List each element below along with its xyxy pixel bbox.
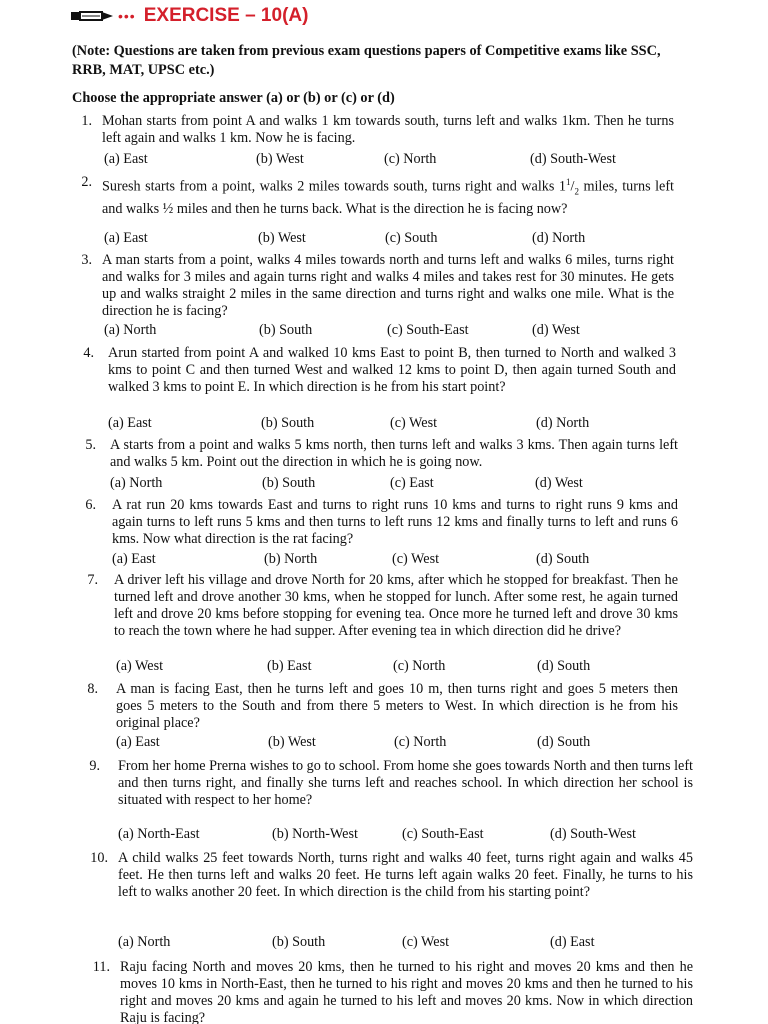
question-text: A child walks 25 feet towards North, turns right and walks 40 feet, turns right again and walks 45 feet. He then turns left and walks 20 feet. He turns left again walks 20 feet. Finally, he turns to his left to walks another 20 feet. In which direction is the child from his starting point?	[118, 850, 693, 900]
question-8	[78, 681, 688, 733]
exercise-title: EXERCISE – 10(A)	[143, 5, 309, 26]
option-b: (b) East	[267, 658, 312, 674]
option-b: (b) West	[268, 734, 316, 750]
question-9	[80, 758, 695, 810]
option-b: (b) North	[264, 551, 318, 567]
question-text: A starts from a point and walks 5 kms north, then turns left and walks 3 kms. Then again turns left and walks 5 km. Point out the direction in which he is going now.	[110, 437, 678, 470]
option-c: (c) South-East	[402, 826, 484, 842]
option-b: (b) South	[261, 415, 315, 431]
option-a: (a) North	[118, 934, 171, 950]
question-text: From her home Prerna wishes to go to school. From home she goes towards North and then turns left and then turns right, and finally she turns left and reaches school. In which direction her school is situated with respect to her home?	[118, 758, 693, 808]
option-b: (b) West	[258, 230, 306, 246]
option-a: (a) North	[110, 475, 163, 491]
question-3	[72, 252, 682, 320]
question-5	[76, 437, 686, 473]
option-c: (c) North	[384, 151, 437, 167]
option-d: (d) West	[532, 322, 580, 338]
option-b: (b) South	[259, 322, 313, 338]
question-text: Arun started from point A and walked 10 kms East to point B, then turned to North and walked 3 kms to point C and then turned West and walked 12 kms to point D, then again turned South and walked 3 kms to point E. In which direction is he from his start point?	[108, 345, 676, 395]
question-10	[80, 850, 695, 918]
question-1	[72, 113, 682, 149]
question-6	[76, 497, 686, 549]
question-text: Raju facing North and moves 20 kms, then he turned to his right and moves 20 kms and then he moves 10 kms in North-East, then he turned to his right and moves 20 kms and then he turned to his right and moves 20 kms and again he turned to his left and moves 20 kms. Now in which direction Raju is facing?	[120, 959, 693, 1024]
option-a: (a) East	[104, 230, 148, 246]
option-c: (c) West	[402, 934, 450, 950]
question-number: 7.	[87, 572, 98, 588]
option-d: (d) South	[537, 734, 591, 750]
question-4	[74, 345, 684, 413]
note-paragraph: (Note: Questions are taken from previous exam questions papers of Competitive exams like SSC, RRB, MAT, UPSC etc.)	[72, 43, 661, 78]
option-d: (d) West	[535, 475, 583, 491]
option-d: (d) South	[537, 658, 591, 674]
option-a: (a) West	[116, 658, 164, 674]
question-text: A rat run 20 kms towards East and turns to right runs 10 kms and turns to right runs 9 kms and again turns to left runs 5 kms and then turns to left runs 12 kms and finally turns to left and runs 6 kms. Now what direction is the rat facing?	[112, 497, 678, 547]
question-number: 10.	[90, 850, 108, 866]
pencil-icon	[70, 9, 114, 23]
question-text: A man is facing East, then he turns left and goes 10 m, then turns right and goes 5 meters then goes 5 meters to the South and from there 5 meters to West. In which direction is he from his original place?	[116, 681, 678, 731]
fraction-denominator: 2	[574, 186, 579, 197]
option-d: (d) South	[536, 551, 590, 567]
option-a: (a) East	[104, 151, 148, 167]
option-d: (d) South-West	[530, 151, 616, 167]
option-d: (d) East	[550, 934, 595, 950]
question-number: 5.	[85, 437, 96, 453]
question-text: Mohan starts from point A and walks 1 km towards south, turns left and walks 1km. Then he turns left again and walks 1 km. Now he is facing.	[102, 113, 674, 146]
question-number: 8.	[87, 681, 98, 697]
fraction-numerator: 1	[566, 177, 571, 187]
option-b: (b) North-West	[272, 826, 358, 842]
question-number: 4.	[83, 345, 94, 361]
option-b: (b) South	[272, 934, 326, 950]
option-c: (c) South	[385, 230, 438, 246]
exercise-header	[70, 2, 308, 30]
option-a: (a) North	[104, 322, 157, 338]
option-b: (b) West	[256, 151, 304, 167]
question-number: 1.	[81, 113, 92, 129]
question-text-part-2: miles, turns left and walks ½ miles and then he turns back. What is the direction he is facing now?	[102, 178, 674, 217]
option-c: (c) West	[390, 415, 438, 431]
option-b: (b) South	[262, 475, 316, 491]
question-text: A man starts from a point, walks 4 miles towards north and turns left and walks 6 miles, turns right and walks for 3 miles and again turns right and walks 4 miles and takes rest for 30 minutes. He gets up and walks straight 2 miles in the same direction and turns right and walks one mile. What is the direction he is facing?	[102, 252, 674, 319]
question-text-part-1: Suresh starts from a point, walks 2 miles towards south, turns right and walks 1	[102, 178, 566, 195]
option-a: (a) East	[116, 734, 160, 750]
question-7	[78, 572, 688, 656]
option-c: (c) South-East	[387, 322, 469, 338]
question-number: 3.	[81, 252, 92, 268]
option-c: (c) North	[393, 658, 446, 674]
option-a: (a) East	[108, 415, 152, 431]
option-d: (d) North	[532, 230, 586, 246]
question-number: 11.	[92, 959, 110, 975]
option-a: (a) East	[112, 551, 156, 567]
option-d: (d) North	[536, 415, 590, 431]
option-d: (d) South-West	[550, 826, 636, 842]
question-number: 2.	[81, 174, 92, 190]
option-c: (c) North	[394, 734, 447, 750]
question-number: 9.	[89, 758, 100, 774]
fraction-slash: /	[570, 178, 575, 195]
question-2	[72, 174, 682, 226]
question-text	[102, 174, 674, 218]
option-c: (c) East	[390, 475, 434, 491]
question-11	[80, 959, 695, 1024]
question-text: A driver left his village and drove North for 20 kms, after which he stopped for breakfast. Then he turned left and drove another 30 kms, when he stopped for lunch. After some rest, he again turned left and drove 20 kms before stopping for evening tea. Once more he turned left and drove 30 kms to reach the town where he had supper. After evening tea in which direction did he drive?	[114, 572, 678, 639]
option-c: (c) West	[392, 551, 440, 567]
header-dots: •••	[118, 8, 136, 24]
question-number: 6.	[85, 497, 96, 513]
option-a: (a) North-East	[118, 826, 200, 842]
instruction-heading: Choose the appropriate answer (a) or (b) or (c) or (d)	[72, 90, 395, 106]
